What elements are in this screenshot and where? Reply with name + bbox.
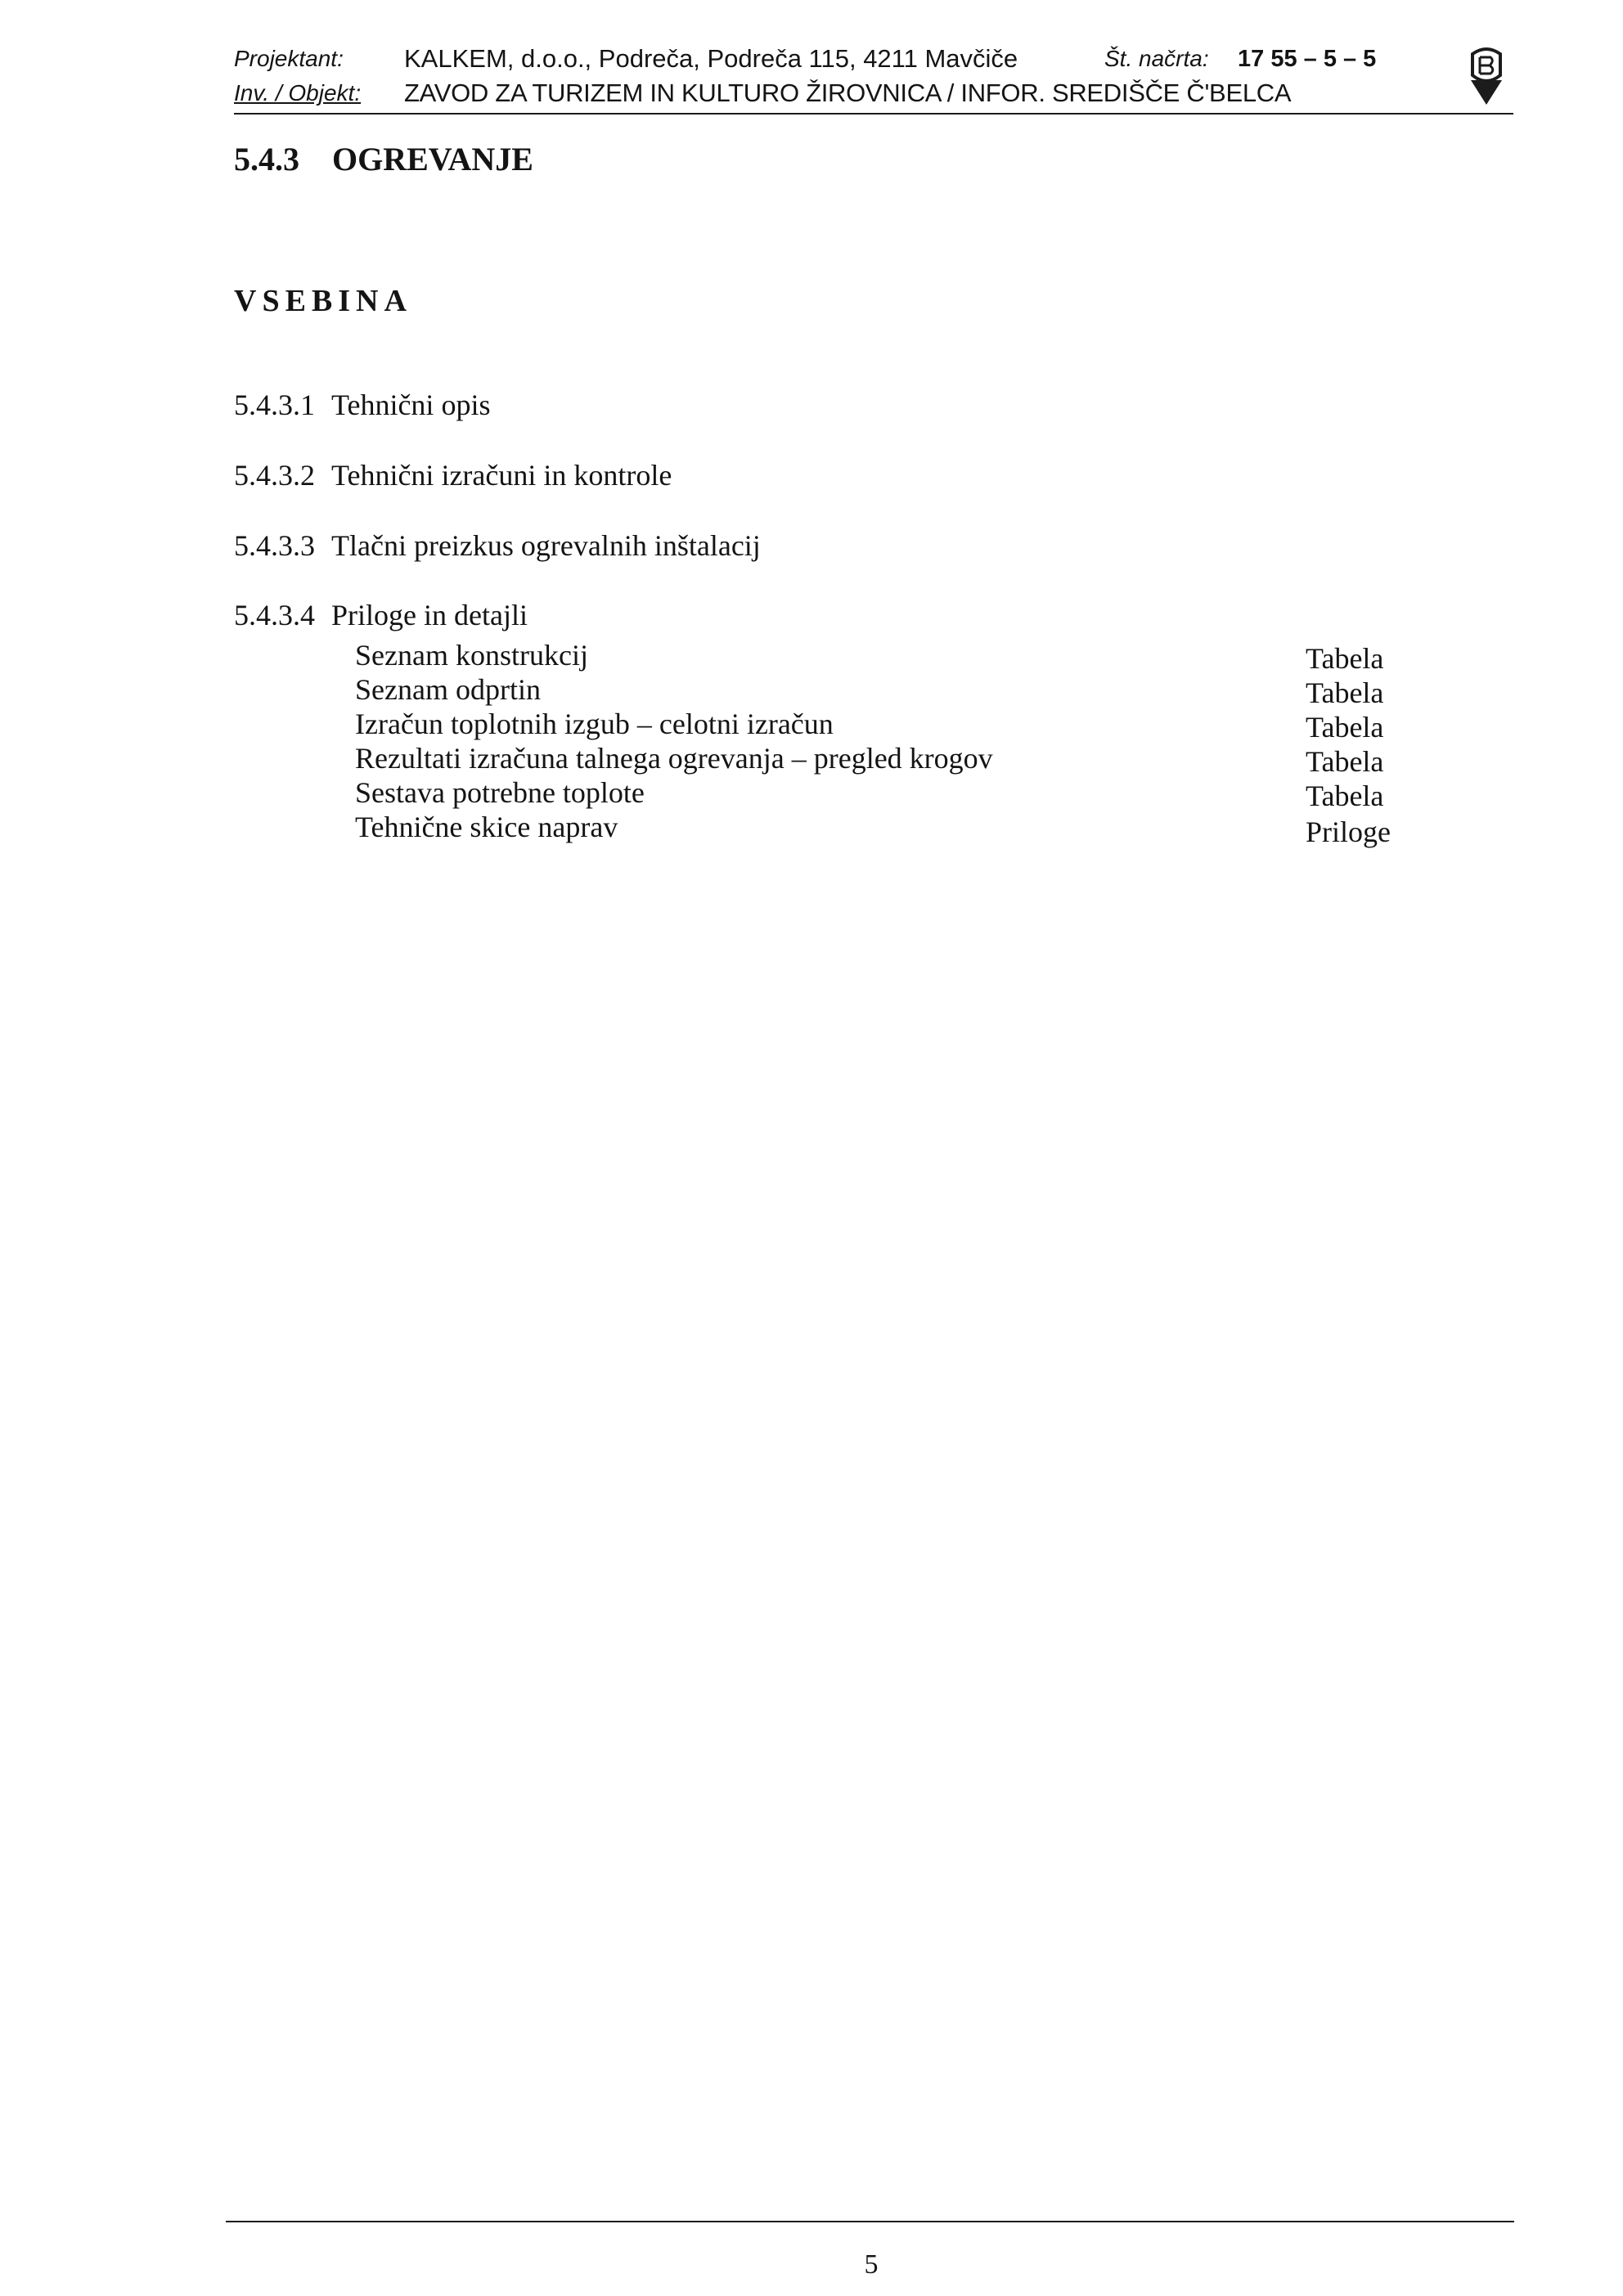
company-logo-icon [1469,43,1504,108]
header-divider [234,113,1513,115]
toc-item-label: Priloge in detajli [331,599,528,631]
toc-item [234,456,672,494]
section-name: OGREVANJE [332,141,533,177]
attachment-type: Tabela [1306,642,1384,675]
toc-item-number: 5.4.3.2 [234,459,315,492]
attachment-title: Rezultati izračuna talnega ogrevanja – pregled krogov [355,742,993,775]
attachment-title: Sestava potrebne toplote [355,776,645,809]
attachment-title: Tehnične skice naprav [355,811,618,843]
attachment-title: Seznam odprtin [355,673,541,706]
designer-value: KALKEM, d.o.o., Podreča, Podreča 115, 4211 Mavčiče [404,44,1018,73]
toc-item-number: 5.4.3.1 [234,389,315,421]
attachment-type: Tabela [1306,745,1384,778]
attachment-title: Izračun toplotnih izgub – celotni izračun [355,708,834,740]
toc-item-label: Tehnični izračuni in kontrole [331,459,672,492]
attachment-type: Tabela [1306,676,1384,709]
toc-item-number: 5.4.3.3 [234,529,315,562]
attachment-title: Seznam konstrukcij [355,639,588,672]
attachment-type: Priloge [1306,816,1391,848]
attachment-type: Tabela [1306,711,1384,744]
toc-item-label: Tlačni preizkus ogrevalnih inštalacij [331,529,761,562]
section-number: 5.4.3 [234,141,299,177]
footer-divider [226,2221,1514,2222]
drawing-number: 17 55 – 5 – 5 [1238,46,1377,72]
toc-item [234,596,528,634]
object-value: ZAVOD ZA TURIZEM IN KULTURO ŽIROVNICA / INFOR. SREDIŠČE Č'BELCA [404,79,1292,107]
page-number: 5 [864,2249,879,2280]
drawing-number-label: Št. načrta: [1104,46,1209,71]
toc-item [234,386,490,424]
object-label: Inv. / Objekt: [234,80,362,106]
attachment-type: Tabela [1306,780,1384,812]
toc-item-number: 5.4.3.4 [234,599,315,631]
contents-heading: VSEBINA [234,284,412,318]
section-title [234,139,533,180]
toc-item [234,527,761,564]
designer-label: Projektant: [234,46,344,71]
toc-item-label: Tehnični opis [331,389,491,421]
